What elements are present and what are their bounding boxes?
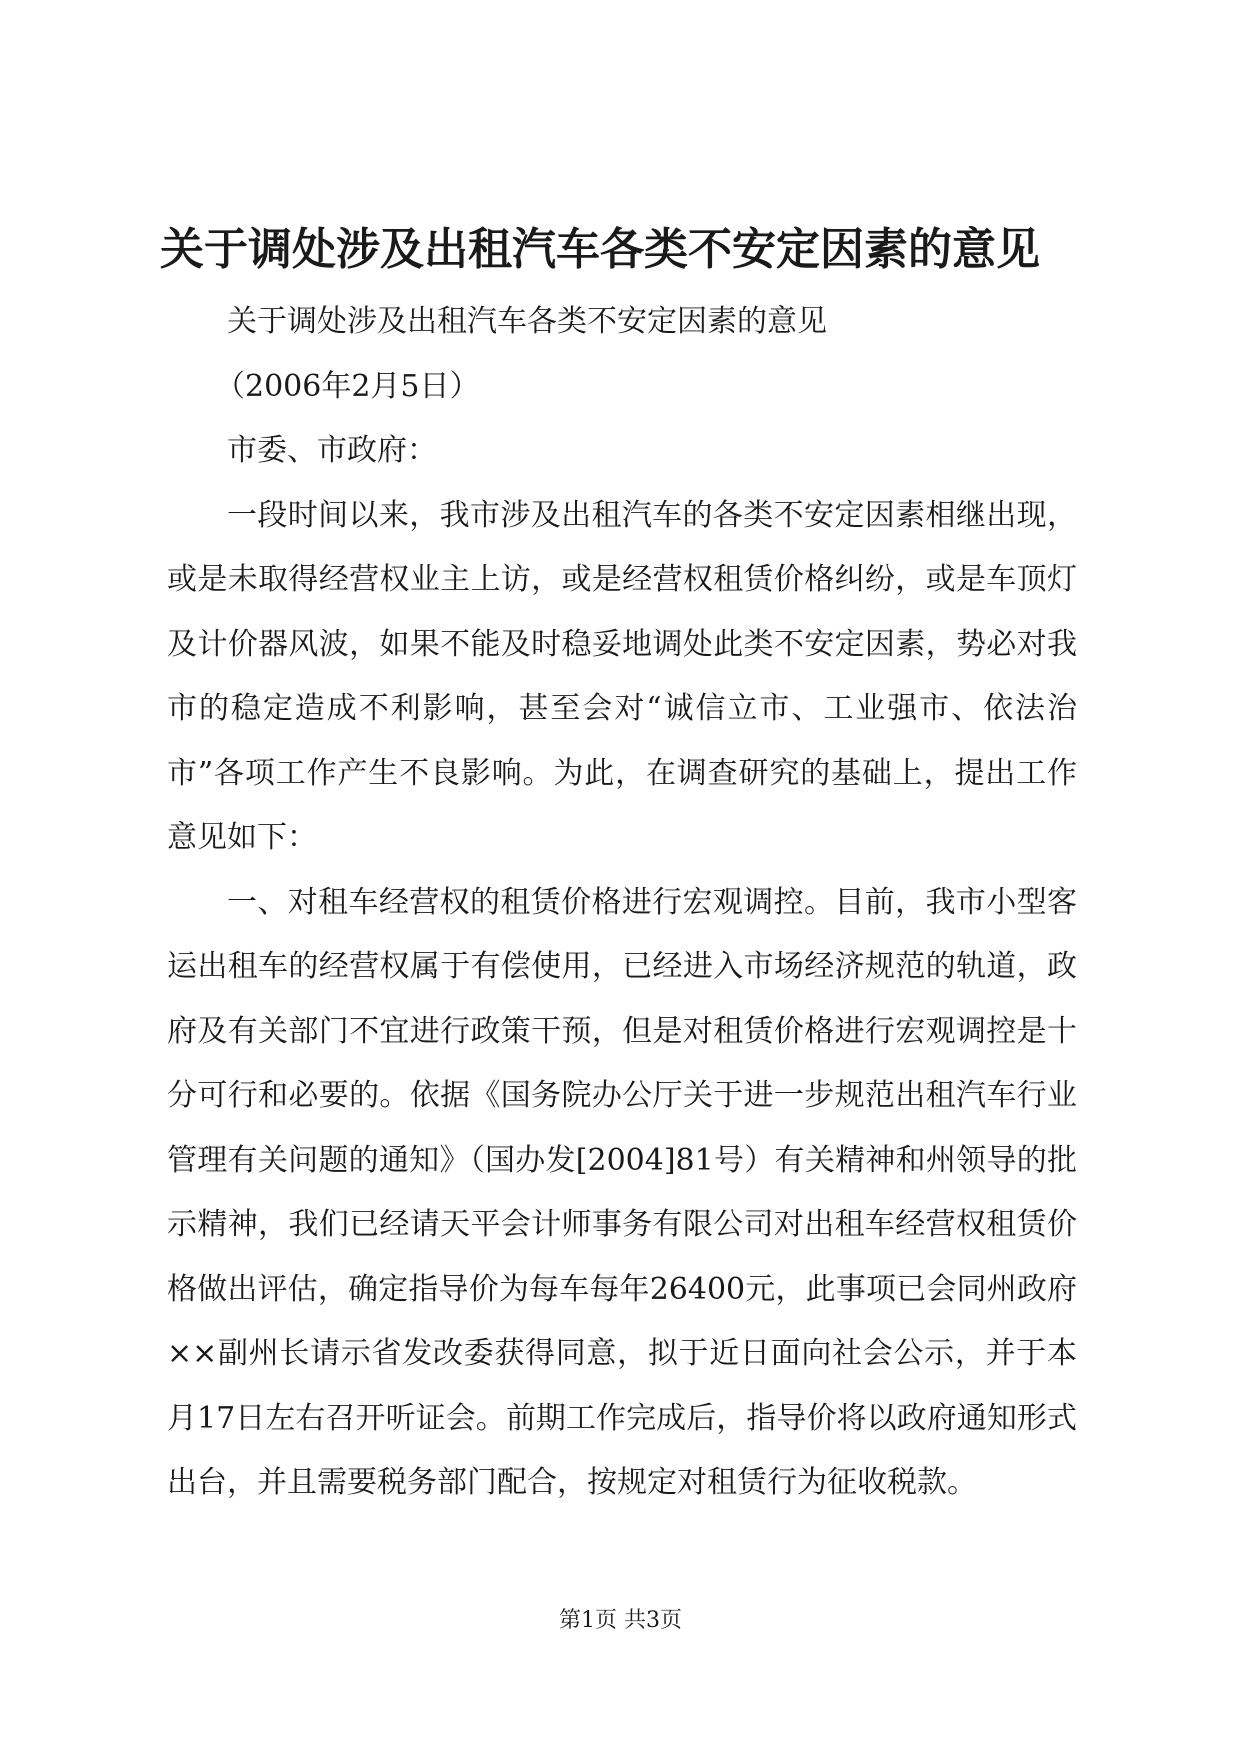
section-one-paragraph: 一、对租车经营权的租赁价格进行宏观调控。目前，我市小型客运出租车的经营权属于有偿使用，已经进入市场经济规范的轨道，政府及有关部门不宜进行政策干预，但是对租赁价格进行宏观调控是十分可行和必要的。依据《国务院办公厅关于进一步规范出租汽车行业管理有关问题的通知》（国办发[2004]81号）有关精神和州领导的批示精神，我们已经请天平会计师事务有限公司对出租车经营权租赁价格做出评估，确定指导价为每车每年26400元，此事项已会同州政府××副州长请示省发改委获得同意，拟于近日面向社会公示，并于本月17日左右召开听证会。前期工作完成后，指导价将以政府通知形式出台，并且需要税务部门配合，按规定对租赁行为征收税款。 xyxy=(167,884,1077,1500)
subtitle-paragraph: 关于调处涉及出租汽车各类不安定因素的意见 xyxy=(227,304,827,339)
document-body xyxy=(167,290,1077,1516)
document-title: 关于调处涉及出租汽车各类不安定因素的意见 xyxy=(160,224,1040,275)
page-footer: 第1页 共3页 xyxy=(559,1608,682,1633)
intro-paragraph: 一段时间以来，我市涉及出租汽车的各类不安定因素相继出现，或是未取得经营权业主上访，或是经营权租赁价格纠纷，或是车顶灯及计价器风波，如果不能及时稳妥地调处此类不安定因素，势必对我市的稳定造成不利影响，甚至会对“诚信立市、工业强市、依法治市”各项工作产生不良影响。为此，在调查研究的基础上，提出工作意见如下： xyxy=(167,497,1077,855)
date-paragraph: （2006年2月5日） xyxy=(215,368,480,404)
addressee-paragraph: 市委、市政府： xyxy=(227,433,437,468)
